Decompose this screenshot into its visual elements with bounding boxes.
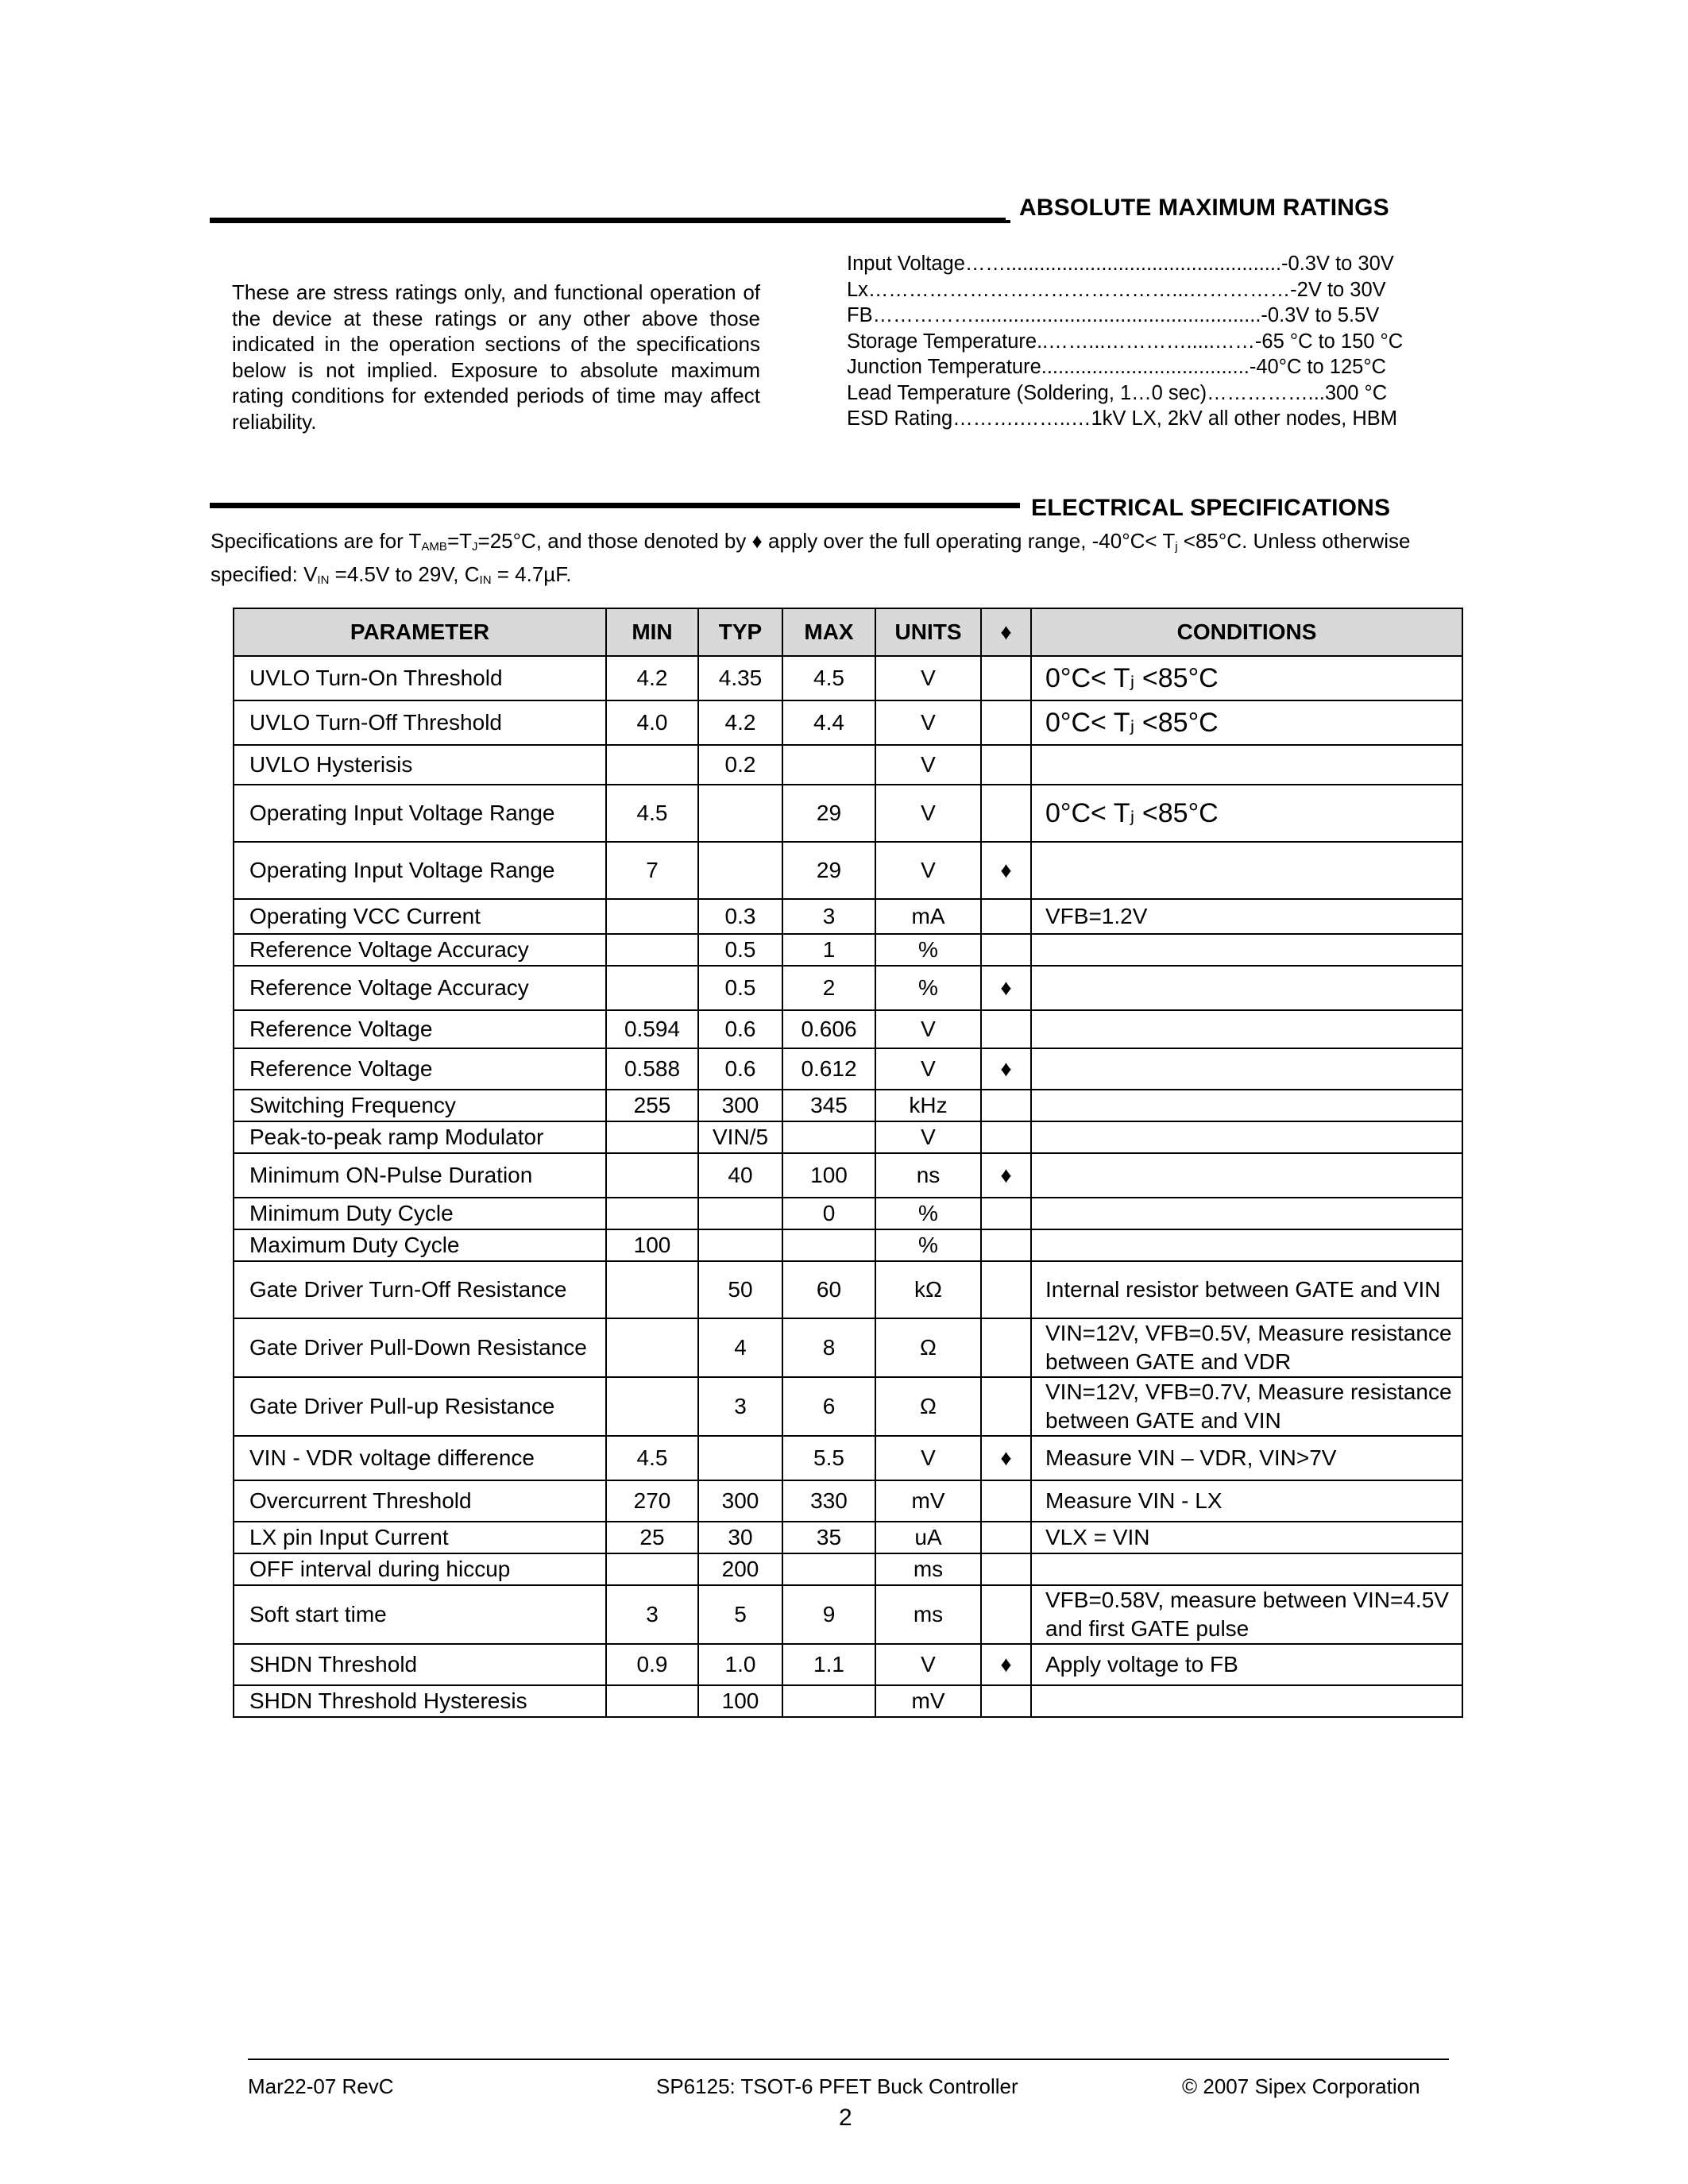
cell-units: V	[875, 745, 981, 785]
cell-units: V	[875, 656, 981, 700]
cell-conditions	[1031, 1010, 1462, 1048]
cell-param: Minimum Duty Cycle	[234, 1198, 606, 1229]
footer-doc-title: SP6125: TSOT-6 PFET Buck Controller	[656, 2074, 1018, 2098]
header-parameter: PARAMETER	[234, 608, 606, 656]
cell-units: ms	[875, 1553, 981, 1585]
cell-typ	[698, 1198, 782, 1229]
cell-param: Operating Input Voltage Range	[234, 785, 606, 842]
cell-typ: 0.5	[698, 966, 782, 1010]
cell-min	[606, 1318, 698, 1377]
cell-typ: 0.6	[698, 1048, 782, 1090]
cell-min	[606, 934, 698, 966]
footer-rule	[248, 2059, 1449, 2060]
cell-units: mA	[875, 899, 981, 934]
cell-units: kHz	[875, 1090, 981, 1121]
cell-typ: 30	[698, 1522, 782, 1553]
table-row	[234, 966, 1462, 1010]
spec-note-text: =25°C, and those denoted by ♦ apply over the full operating range, -40°C< T	[477, 529, 1176, 553]
cell-max: 4.5	[782, 656, 875, 700]
cell-conditions	[1031, 745, 1462, 785]
abs-max-rule-tail	[1006, 220, 1010, 223]
cell-typ: 0.6	[698, 1010, 782, 1048]
cell-param: Reference Voltage Accuracy	[234, 934, 606, 966]
cell-conditions	[1031, 1553, 1462, 1585]
rating-line: FB……………...................................................-0.3V to 5.5V	[847, 304, 1380, 326]
cell-conditions: VFB=0.58V, measure between VIN=4.5V and first GATE pulse	[1031, 1585, 1462, 1644]
cell-typ: 300	[698, 1480, 782, 1522]
cell-conditions	[1031, 1198, 1462, 1229]
cell-param: Gate Driver Pull-Down Resistance	[234, 1318, 606, 1377]
table-row	[234, 934, 1462, 966]
table-row	[234, 899, 1462, 934]
cell-typ: 0.3	[698, 899, 782, 934]
cell-max: 8	[782, 1318, 875, 1377]
cell-typ: 50	[698, 1261, 782, 1318]
header-max: MAX	[782, 608, 875, 656]
cell-max: 1.1	[782, 1644, 875, 1685]
cell-max: 0	[782, 1198, 875, 1229]
cell-max: 0.612	[782, 1048, 875, 1090]
ratings-list	[847, 251, 1450, 432]
rating-line: Input Voltage…….................................................-0.3V to 30V	[847, 253, 1394, 275]
cell-units: Ω	[875, 1377, 981, 1436]
cell-typ: 1.0	[698, 1644, 782, 1685]
rating-line: Lead Temperature (Soldering, 1…0 sec)……………...300 °C	[847, 381, 1388, 404]
table-row	[234, 1644, 1462, 1685]
diamond-icon: ♦	[981, 1048, 1031, 1090]
table-row	[234, 1121, 1462, 1153]
cell-param: Maximum Duty Cycle	[234, 1229, 606, 1261]
cell-typ: 4	[698, 1318, 782, 1377]
cell-units: %	[875, 966, 981, 1010]
abs-max-title: ABSOLUTE MAXIMUM RATINGS	[1019, 195, 1389, 221]
cell-param: Gate Driver Pull-up Resistance	[234, 1377, 606, 1436]
diamond-icon: ♦	[981, 842, 1031, 899]
diamond-icon	[981, 1121, 1031, 1153]
cell-min: 0.588	[606, 1048, 698, 1090]
table-row	[234, 1436, 1462, 1480]
cell-param: VIN - VDR voltage difference	[234, 1436, 606, 1480]
diamond-icon	[981, 1261, 1031, 1318]
diamond-icon	[981, 1090, 1031, 1121]
cell-conditions	[1031, 1121, 1462, 1153]
table-row	[234, 1048, 1462, 1090]
diamond-icon	[981, 1585, 1031, 1644]
diamond-icon	[981, 1522, 1031, 1553]
cell-max: 2	[782, 966, 875, 1010]
table-row	[234, 1261, 1462, 1318]
cell-units: V	[875, 1048, 981, 1090]
cell-min: 100	[606, 1229, 698, 1261]
cell-conditions: Apply voltage to FB	[1031, 1644, 1462, 1685]
table-row	[234, 785, 1462, 842]
cell-units: mV	[875, 1685, 981, 1717]
cell-conditions	[1031, 966, 1462, 1010]
elec-spec-rule	[210, 503, 1020, 508]
table-row	[234, 842, 1462, 899]
cell-param: Gate Driver Turn-Off Resistance	[234, 1261, 606, 1318]
cell-min: 0.9	[606, 1644, 698, 1685]
cell-typ	[698, 785, 782, 842]
table-row	[234, 1318, 1462, 1377]
cell-typ	[698, 842, 782, 899]
cell-conditions	[1031, 934, 1462, 966]
diamond-icon	[981, 1010, 1031, 1048]
cell-min: 270	[606, 1480, 698, 1522]
spec-note-sub: J	[472, 540, 478, 554]
cell-max: 35	[782, 1522, 875, 1553]
cell-max	[782, 1685, 875, 1717]
cell-typ: 0.2	[698, 745, 782, 785]
rating-line: Storage Temperature..……...………….....……-65 °C to 150 °C	[847, 330, 1404, 353]
spec-note-text: =4.5V to 29V, C	[329, 562, 480, 586]
cell-typ: 4.35	[698, 656, 782, 700]
cell-param: Peak-to-peak ramp Modulator	[234, 1121, 606, 1153]
rating-line: Lx………………………………………...……………-2V to 30V	[847, 278, 1386, 301]
cell-units: V	[875, 785, 981, 842]
cell-min: 4.5	[606, 785, 698, 842]
cell-units: V	[875, 1436, 981, 1480]
cell-param: Overcurrent Threshold	[234, 1480, 606, 1522]
table-row	[234, 700, 1462, 745]
cell-min	[606, 1377, 698, 1436]
abs-max-rule	[210, 218, 1006, 223]
cell-typ	[698, 1229, 782, 1261]
cell-min	[606, 1121, 698, 1153]
cell-param: SHDN Threshold Hysteresis	[234, 1685, 606, 1717]
cell-max: 100	[782, 1153, 875, 1198]
table-row	[234, 1153, 1462, 1198]
cell-max: 5.5	[782, 1436, 875, 1480]
cell-max	[782, 1229, 875, 1261]
cell-min	[606, 1553, 698, 1585]
diamond-icon: ♦	[981, 966, 1031, 1010]
cell-max: 6	[782, 1377, 875, 1436]
cell-max: 29	[782, 785, 875, 842]
cell-max: 1	[782, 934, 875, 966]
spec-note-sub: IN	[317, 573, 330, 587]
cell-param: LX pin Input Current	[234, 1522, 606, 1553]
cell-units: uA	[875, 1522, 981, 1553]
cell-units: %	[875, 934, 981, 966]
cell-param: Reference Voltage Accuracy	[234, 966, 606, 1010]
cell-param: SHDN Threshold	[234, 1644, 606, 1685]
footer-copyright: © 2007 Sipex Corporation	[1182, 2074, 1420, 2098]
cell-conditions	[1031, 1229, 1462, 1261]
cell-min	[606, 745, 698, 785]
spec-note-text: = 4.7µF.	[491, 562, 572, 586]
cell-conditions: 0°C< Tⱼ <85°C	[1031, 656, 1462, 700]
cell-typ: 5	[698, 1585, 782, 1644]
cell-typ: VIN/5	[698, 1121, 782, 1153]
cell-param: Soft start time	[234, 1585, 606, 1644]
spec-note-sub: j	[1175, 540, 1178, 554]
page-number: 2	[839, 2105, 852, 2131]
cell-typ: 100	[698, 1685, 782, 1717]
header-typ: TYP	[698, 608, 782, 656]
cell-max: 330	[782, 1480, 875, 1522]
cell-conditions	[1031, 1685, 1462, 1717]
cell-conditions: 0°C< Tⱼ <85°C	[1031, 700, 1462, 745]
diamond-icon	[981, 1480, 1031, 1522]
cell-units: Ω	[875, 1318, 981, 1377]
cell-max: 4.4	[782, 700, 875, 745]
table-row	[234, 1685, 1462, 1717]
diamond-icon	[981, 785, 1031, 842]
cell-param: Operating VCC Current	[234, 899, 606, 934]
cell-typ: 0.5	[698, 934, 782, 966]
stress-ratings-paragraph: These are stress ratings only, and functional operation of the device at these ratings or any other above those indicated in the operation sections of the specifications below is not implied. Exposure to absolute maximum rating conditions for extended periods of time may affect reliability.	[232, 280, 760, 434]
cell-max: 3	[782, 899, 875, 934]
table-row	[234, 1198, 1462, 1229]
cell-max: 9	[782, 1585, 875, 1644]
header-diamond-icon: ♦	[981, 608, 1031, 656]
cell-units: ms	[875, 1585, 981, 1644]
spec-note-sub: IN	[479, 573, 492, 587]
cell-conditions: VIN=12V, VFB=0.7V, Measure resistance between GATE and VIN	[1031, 1377, 1462, 1436]
cell-units: V	[875, 700, 981, 745]
cell-conditions	[1031, 842, 1462, 899]
cell-units: V	[875, 842, 981, 899]
header-conditions: CONDITIONS	[1031, 608, 1462, 656]
diamond-icon	[981, 1318, 1031, 1377]
diamond-icon	[981, 1198, 1031, 1229]
cell-max	[782, 1121, 875, 1153]
cell-min	[606, 899, 698, 934]
cell-conditions	[1031, 1048, 1462, 1090]
rating-line: ESD Rating……….……..…1kV LX, 2kV all other nodes, HBM	[847, 407, 1398, 430]
cell-typ: 200	[698, 1553, 782, 1585]
cell-max: 0.606	[782, 1010, 875, 1048]
spec-note-text: <85°C. Unless otherwise specified: V	[211, 529, 1411, 586]
cell-min: 4.2	[606, 656, 698, 700]
table-row	[234, 1480, 1462, 1522]
cell-min: 4.0	[606, 700, 698, 745]
table-row	[234, 1229, 1462, 1261]
cell-min	[606, 1198, 698, 1229]
footer-date-rev: Mar22-07 RevC	[248, 2074, 394, 2098]
header-units: UNITS	[875, 608, 981, 656]
diamond-icon: ♦	[981, 1153, 1031, 1198]
rating-line: Junction Temperature.....................................-40°C to 125°C	[847, 356, 1386, 378]
table-header-row	[234, 608, 1462, 656]
cell-conditions: VIN=12V, VFB=0.5V, Measure resistance between GATE and VDR	[1031, 1318, 1462, 1377]
cell-conditions: Internal resistor between GATE and VIN	[1031, 1261, 1462, 1318]
table-row	[234, 1090, 1462, 1121]
spec-note-sub: AMB	[421, 540, 447, 554]
cell-max: 29	[782, 842, 875, 899]
diamond-icon	[981, 1553, 1031, 1585]
cell-param: UVLO Hysterisis	[234, 745, 606, 785]
cell-conditions	[1031, 1090, 1462, 1121]
cell-conditions: 0°C< Tⱼ <85°C	[1031, 785, 1462, 842]
cell-max: 345	[782, 1090, 875, 1121]
cell-units: kΩ	[875, 1261, 981, 1318]
table-row	[234, 1585, 1462, 1644]
cell-min	[606, 1685, 698, 1717]
cell-conditions: Measure VIN – VDR, VIN>7V	[1031, 1436, 1462, 1480]
elec-spec-title: ELECTRICAL SPECIFICATIONS	[1031, 495, 1391, 521]
cell-units: %	[875, 1229, 981, 1261]
cell-conditions: VLX = VIN	[1031, 1522, 1462, 1553]
diamond-icon	[981, 700, 1031, 745]
diamond-icon	[981, 656, 1031, 700]
cell-typ: 4.2	[698, 700, 782, 745]
cell-min: 0.594	[606, 1010, 698, 1048]
cell-min: 25	[606, 1522, 698, 1553]
header-min: MIN	[606, 608, 698, 656]
cell-typ: 40	[698, 1153, 782, 1198]
cell-units: V	[875, 1644, 981, 1685]
cell-typ	[698, 1436, 782, 1480]
cell-units: ns	[875, 1153, 981, 1198]
cell-typ: 300	[698, 1090, 782, 1121]
table-row	[234, 656, 1462, 700]
diamond-icon: ♦	[981, 1436, 1031, 1480]
cell-min: 255	[606, 1090, 698, 1121]
cell-max	[782, 745, 875, 785]
table-row	[234, 1010, 1462, 1048]
diamond-icon	[981, 1685, 1031, 1717]
cell-conditions	[1031, 1153, 1462, 1198]
cell-param: Operating Input Voltage Range	[234, 842, 606, 899]
cell-param: UVLO Turn-Off Threshold	[234, 700, 606, 745]
table-row	[234, 1377, 1462, 1436]
cell-param: OFF interval during hiccup	[234, 1553, 606, 1585]
diamond-icon	[981, 934, 1031, 966]
cell-conditions: Measure VIN - LX	[1031, 1480, 1462, 1522]
spec-note	[211, 527, 1481, 594]
cell-min: 7	[606, 842, 698, 899]
diamond-icon	[981, 899, 1031, 934]
cell-units: mV	[875, 1480, 981, 1522]
cell-param: Reference Voltage	[234, 1010, 606, 1048]
table-row	[234, 745, 1462, 785]
cell-max	[782, 1553, 875, 1585]
table-row	[234, 1553, 1462, 1585]
diamond-icon: ♦	[981, 1644, 1031, 1685]
cell-param: UVLO Turn-On Threshold	[234, 656, 606, 700]
table-row	[234, 1522, 1462, 1553]
diamond-icon	[981, 1377, 1031, 1436]
diamond-icon	[981, 1229, 1031, 1261]
cell-units: V	[875, 1010, 981, 1048]
cell-typ: 3	[698, 1377, 782, 1436]
cell-units: V	[875, 1121, 981, 1153]
spec-note-text: Specifications are for T	[211, 529, 422, 553]
cell-min	[606, 1153, 698, 1198]
diamond-icon	[981, 745, 1031, 785]
cell-param: Reference Voltage	[234, 1048, 606, 1090]
cell-param: Switching Frequency	[234, 1090, 606, 1121]
cell-conditions: VFB=1.2V	[1031, 899, 1462, 934]
cell-param: Minimum ON-Pulse Duration	[234, 1153, 606, 1198]
spec-note-text: =T	[446, 529, 473, 553]
cell-min: 3	[606, 1585, 698, 1644]
cell-max: 60	[782, 1261, 875, 1318]
cell-min	[606, 1261, 698, 1318]
cell-min: 4.5	[606, 1436, 698, 1480]
cell-min	[606, 966, 698, 1010]
electrical-spec-table	[233, 608, 1463, 1718]
cell-units: %	[875, 1198, 981, 1229]
